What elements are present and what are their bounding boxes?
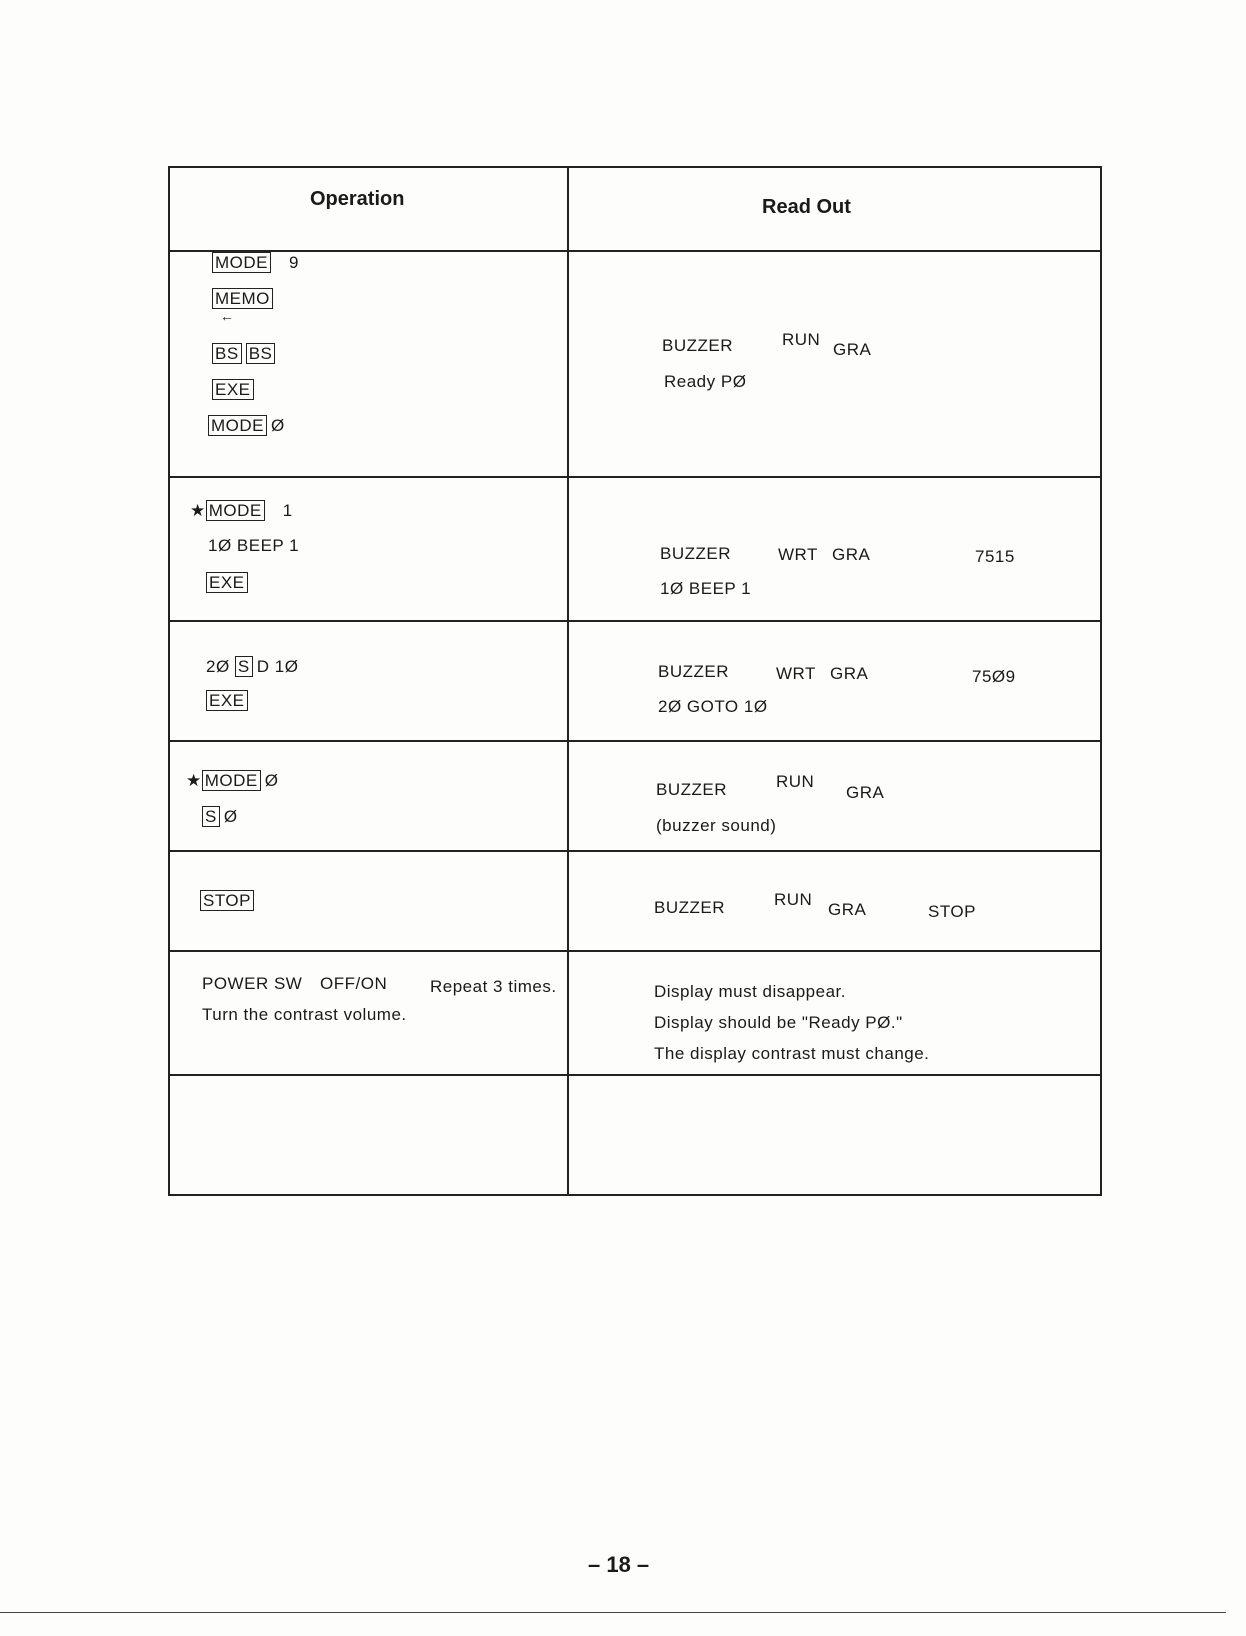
readout-text: BUZZER: [654, 898, 725, 917]
readout-text: The display contrast must change.: [654, 1044, 930, 1063]
readout-text: Ready PØ: [664, 372, 747, 391]
memo-key: MEMO: [212, 288, 273, 309]
bs-key: BS: [212, 343, 242, 364]
star-icon: ★: [190, 501, 206, 520]
readout-text: RUN: [782, 330, 821, 349]
readout-text: (buzzer sound): [656, 816, 777, 835]
row-divider: [168, 476, 1102, 478]
mode-key: MODE: [208, 415, 267, 436]
mode-key: MODE: [202, 770, 261, 791]
op-line: Turn the contrast volume.: [202, 1005, 407, 1024]
readout-text: BUZZER: [656, 780, 727, 799]
exe-key: EXE: [206, 690, 248, 711]
row-divider: [168, 850, 1102, 852]
readout-text: 2Ø GOTO 1Ø: [658, 697, 768, 716]
op-line: ★ MODE 1: [190, 501, 293, 520]
readout-value: 7515: [975, 547, 1015, 566]
stop-key: STOP: [200, 890, 254, 911]
readout-text: GRA: [832, 545, 871, 564]
readout-text: Display should be "Ready PØ.": [654, 1013, 903, 1032]
test-table: [168, 166, 1102, 1196]
readout-text: 1Ø BEEP 1: [660, 579, 752, 598]
readout-value: 75Ø9: [972, 667, 1016, 686]
op-line: [200, 890, 258, 911]
exe-key: EXE: [206, 572, 248, 593]
readout-text: STOP: [928, 902, 976, 921]
readout-text: BUZZER: [662, 336, 733, 355]
mode-key: MODE: [206, 500, 265, 521]
readout-text: GRA: [830, 664, 869, 683]
left-arrow-icon: ←: [220, 308, 235, 324]
row-divider: [168, 1074, 1102, 1076]
op-line: OFF/ON: [320, 974, 388, 993]
op-line: POWER SW: [202, 974, 303, 993]
header-divider: [168, 250, 1102, 252]
s-key: S: [235, 656, 253, 677]
bs-key: BS: [246, 343, 276, 364]
header-readout: Read Out: [762, 196, 851, 218]
exe-key: EXE: [212, 379, 254, 400]
readout-text: RUN: [776, 772, 815, 791]
op-line: [206, 690, 252, 711]
op-line: 2Ø S D 1Ø: [206, 657, 299, 676]
op-line: S Ø: [202, 806, 238, 827]
header-operation: Operation: [310, 188, 405, 210]
op-line: MODE 9: [212, 252, 299, 273]
readout-text: BUZZER: [660, 544, 731, 563]
row-divider: [168, 740, 1102, 742]
op-line: 1Ø BEEP 1: [208, 536, 300, 555]
op-line: [212, 379, 258, 400]
s-key: S: [202, 806, 220, 827]
row-divider: [168, 620, 1102, 622]
readout-text: WRT: [776, 664, 816, 683]
readout-text: BUZZER: [658, 662, 729, 681]
readout-text: RUN: [774, 890, 813, 909]
op-line: ★ MODE Ø: [186, 771, 279, 790]
bottom-rule: [0, 1612, 1226, 1613]
star-icon: ★: [186, 771, 202, 790]
column-divider: [567, 166, 569, 1196]
op-line: [206, 572, 252, 593]
readout-text: GRA: [833, 340, 872, 359]
readout-text: GRA: [846, 783, 885, 802]
op-line: Repeat 3 times.: [430, 977, 557, 996]
readout-text: WRT: [778, 545, 818, 564]
op-line: [212, 288, 277, 309]
page-number: – 18 –: [588, 1552, 650, 1577]
row-divider: [168, 950, 1102, 952]
readout-text: GRA: [828, 900, 867, 919]
mode-key: MODE: [212, 252, 271, 273]
op-line: [212, 343, 279, 364]
op-line: MODE Ø: [208, 415, 285, 436]
readout-text: Display must disappear.: [654, 982, 846, 1001]
